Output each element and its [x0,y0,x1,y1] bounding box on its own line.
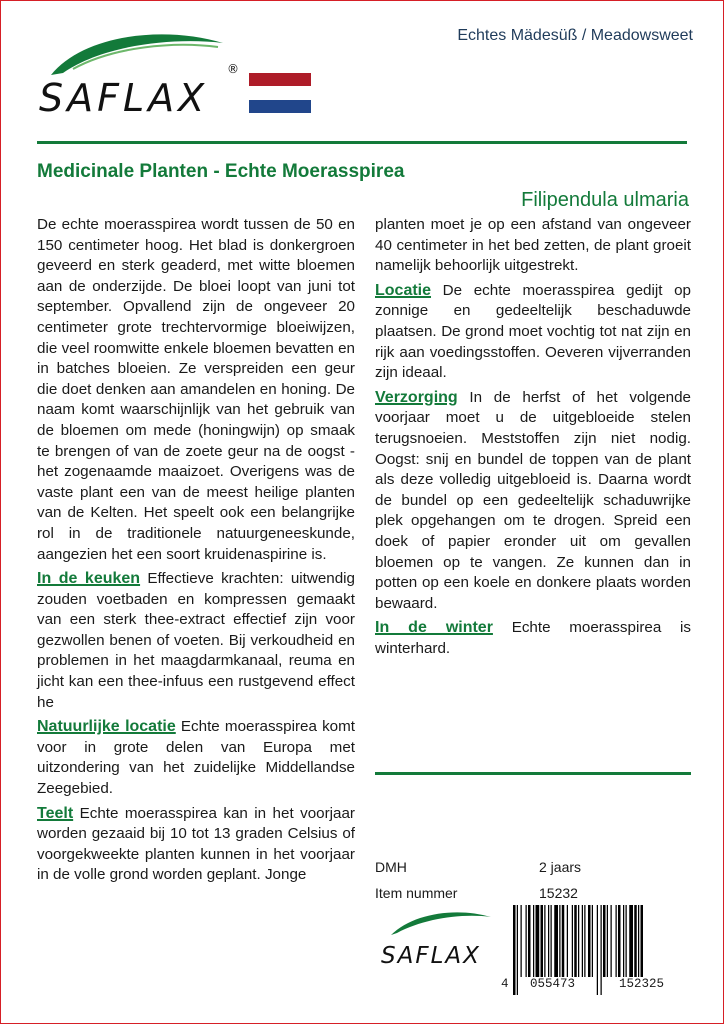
intro-text: De echte moerasspirea wordt tussen de 50 en 150 centimeter hoog. Het blad is donkergroen geveerd en sterk geaderd, met witte bloemen aan de onderzijde. De bloei loopt van juni tot september. Opvallend zijn de ongeveer 20 centimeter grote trechtervormige bloeiwijzen, die veel roomwitte enkele bloemen bevatten en in batches bloeien. Ze verspreiden een geur die doet denken aan amandelen en honing. De naam komt waarschijnlijk van het gebruik van de bloemen om mede (honingwijn) op smaak te brengen of van de zoete geur na de oogst - het zogenaamde maaizoet. Overigens was de vaste plant een van de meest heilige planten van de Kelten. Het speelt ook een belangrijke rol in de traditionele natuurgeneeskunde, aangezien het een soort kruidenaspirine is. [37,216,355,563]
barcode-digit-first: 4 [501,977,509,991]
continuation-text: planten moet je op een afstand van ongeveer 40 centimeter in het bed zetten, de plant groeit namelijk behoorlijk uitgestrekt. [375,216,691,275]
barcode-digits-left: 055473 [530,977,576,991]
care-section [375,388,691,615]
barcode-digits-right: 152325 [619,977,665,991]
winter-text: Echte moerasspirea is winterhard. [375,619,691,657]
natural-text: Echte moerasspirea komt voor in grote delen van Europa met uitzondering van het zuidelijke Middellandse Zeegebied. [37,718,355,798]
care-text: In de herfst of het volgende voorjaar moet u de uitgebloeide stelen terugsnoeien. Meststoffen zijn niet nodig. Oogst: snij en bundel de toppen van de plant als deze volledig uitgebloeid is. Daarna wordt de bundel op een gedeeltelijk schaduwrijke plek opgehangen om te drogen. Spreid een doek of papier eronder uit om gevallen bloemen op te vangen. Ze kunnen dan in potten op een koele en donkere plaats worden bewaard. [375,388,691,612]
dmh-label: DMH [375,859,407,875]
locatie-heading: Locatie [375,281,432,299]
kitchen-text: Effectieve krachten: uitwendig zouden voetbaden en kompressen gemaakt van een sterk thee-extract effectief zijn voor gezwollen benen of voeten. Bij verkoudheid en problemen in het maagdarmkanaal, reuma en jicht kan een thee-infuus een rustgevend effect he [37,570,355,711]
page-title: Medicinale Planten - Echte Moerasspirea [37,161,405,182]
teelt-section [37,804,355,886]
brand-name: SAFLAX [39,76,209,120]
latin-name: Filipendula ulmaria [521,189,689,211]
natural-section [37,717,355,799]
winter-section [375,618,691,659]
locatie-text: De echte moerasspirea gedijt op zonnige en gedeeltelijk beschaduwde plaatsen. De grond moet vochtig tot nat zijn en rijk aan voedingsstoffen. Oeveren vijverranden zijn ideaal. [375,281,691,382]
registered-mark: ® [227,62,239,76]
footer-divider [375,772,691,775]
natural-heading: Natuurlijke locatie [37,718,176,736]
header-divider [37,141,687,144]
winter-heading: In de winter [375,619,493,637]
kitchen-heading: In de keuken [37,570,141,588]
saflax-logo-small [377,905,501,971]
teelt-text: Echte moerasspirea kan in het voorjaar worden gezaaid bij 10 tot 13 graden Celsius of voorgekweekte planten kunnen in het voorjaar in de volle grond worden geplant. Jonge [37,804,355,884]
right-column [375,215,691,663]
locatie-section [375,281,691,384]
teelt-heading: Teelt [37,804,74,822]
kitchen-section [37,569,355,713]
item-number-label: Item nummer [375,885,458,901]
product-name-header: Echtes Mädesüß / Meadowsweet [457,27,693,44]
item-number-value: 15232 [539,885,578,901]
dutch-flag-icon [249,73,311,113]
saflax-logo [33,25,243,125]
left-column [37,215,355,890]
dmh-value: 2 jaars [539,859,582,875]
care-heading: Verzorging [375,388,458,406]
brand-name-small: SAFLAX [381,943,481,969]
